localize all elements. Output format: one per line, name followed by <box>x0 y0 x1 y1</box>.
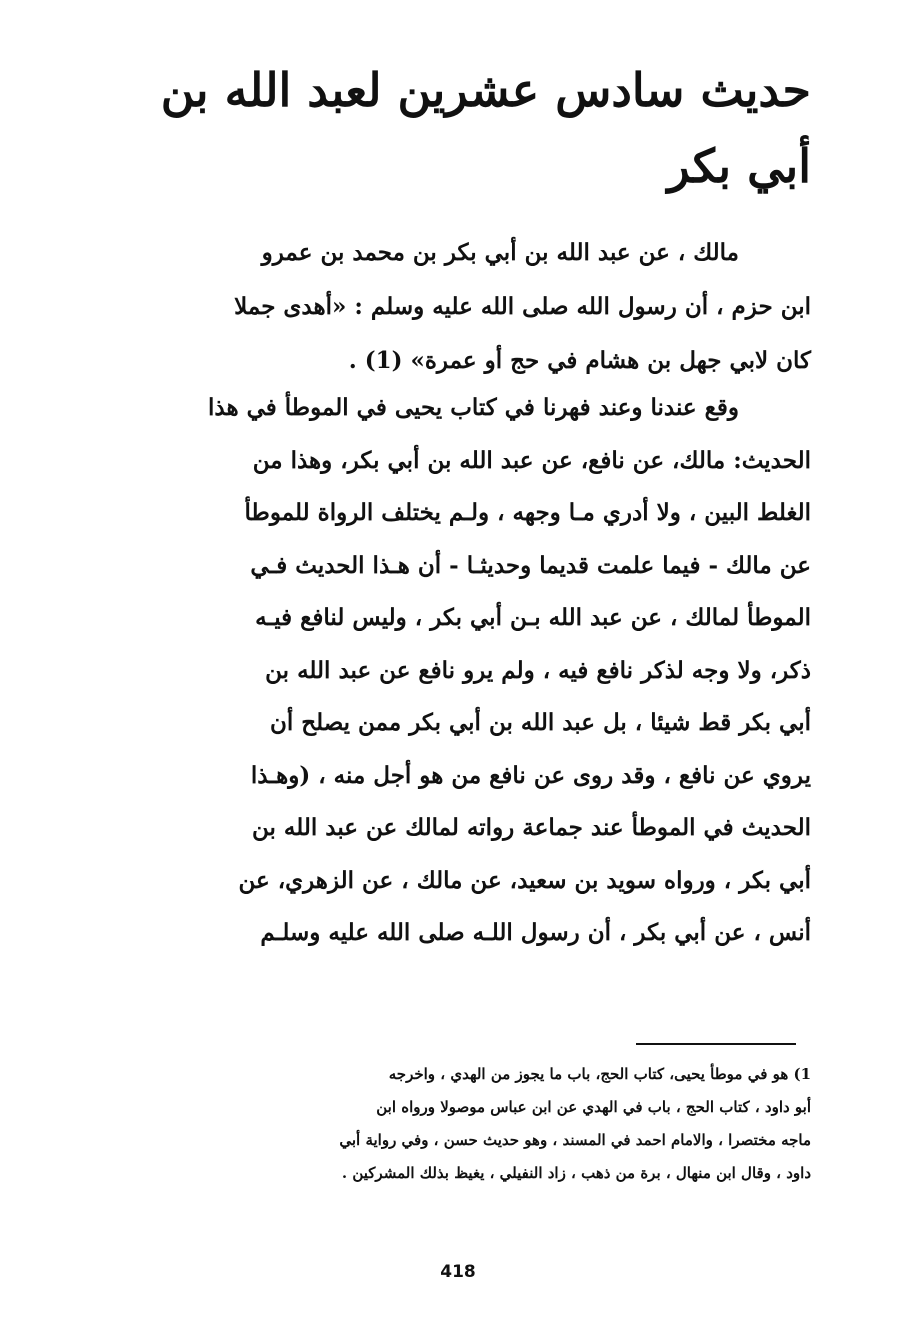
page-number: 418 <box>440 1262 476 1282</box>
chapter-title <box>151 52 811 204</box>
text-line: كان لابي جهل بن هشام في حج أو عمرة» (1) . <box>348 347 811 374</box>
text-line: الموطأ لمالك ، عن عبد الله بـن أبي بكر ، وليس لنافع فيـه <box>255 604 811 631</box>
text-line: وقع عندنا وعند فهرنا في كتاب يحيى في الموطأ في هذا <box>208 394 739 421</box>
text-line: مالك ، عن عبد الله بن أبي بكر بن محمد بن عمرو <box>261 239 739 266</box>
hadith-text-paragraph <box>161 226 811 388</box>
text-line: عن مالك - فيما علمت قديما وحديثـا - أن هـذا الحديث فـي <box>250 551 811 579</box>
text-line: أبي بكر ، ورواه سويد بن سعيد، عن مالك ، عن الزهري، عن <box>238 866 811 894</box>
footnote-line: ماجه مختصرا ، والامام احمد في المسند ، وهو حديث حسن ، وفي رواية أبي <box>339 1131 811 1149</box>
text-line: أبي بكر قط شيئا ، بل عبد الله بن أبي بكر ممن يصلح أن <box>269 709 811 736</box>
footnote-line: داود ، وقال ابن منهال ، برة من ذهب ، زاد النفيلي ، يغيظ بذلك المشركين . <box>341 1164 811 1182</box>
text-line: الحديث: مالك، عن نافع، عن عبد الله بن أبي بكر، وهذا من <box>252 446 811 474</box>
footnote <box>161 1058 811 1190</box>
text-line: ابن حزم ، أن رسول الله صلى الله عليه وسلم : «أهدى جملا <box>234 293 811 320</box>
footnote-line: 1) هو في موطأ يحيى، كتاب الحج، باب ما يجوز من الهدي ، واخرجه <box>388 1065 811 1083</box>
text-line: يروي عن نافع ، وقد روى عن نافع من هو أجل منه ، (وهـذا <box>250 761 811 789</box>
footnote-divider <box>636 1043 796 1045</box>
text-line: الغلط البين ، ولا أدري مـا وجهه ، ولـم يختلف الرواة للموطأ <box>244 499 811 526</box>
commentary-paragraph <box>161 382 811 960</box>
text-line: أنس ، عن أبي بكر ، أن رسول اللـه صلى الله عليه وسلـم <box>260 919 811 946</box>
text-line: الحديث في الموطأ عند جماعة رواته لمالك عن عبد الله بن <box>251 814 811 841</box>
title-line-1: حديث سادس عشرين لعبد الله بن <box>160 63 811 117</box>
footnote-line: أبو داود ، كتاب الحج ، باب في الهدي عن ابن عباس موصولا ورواه ابن <box>376 1098 811 1116</box>
title-line-2: أبي بكر <box>667 139 811 193</box>
text-line: ذكر، ولا وجه لذكر نافع فيه ، ولم يرو نافع عن عبد الله بن <box>265 656 811 684</box>
